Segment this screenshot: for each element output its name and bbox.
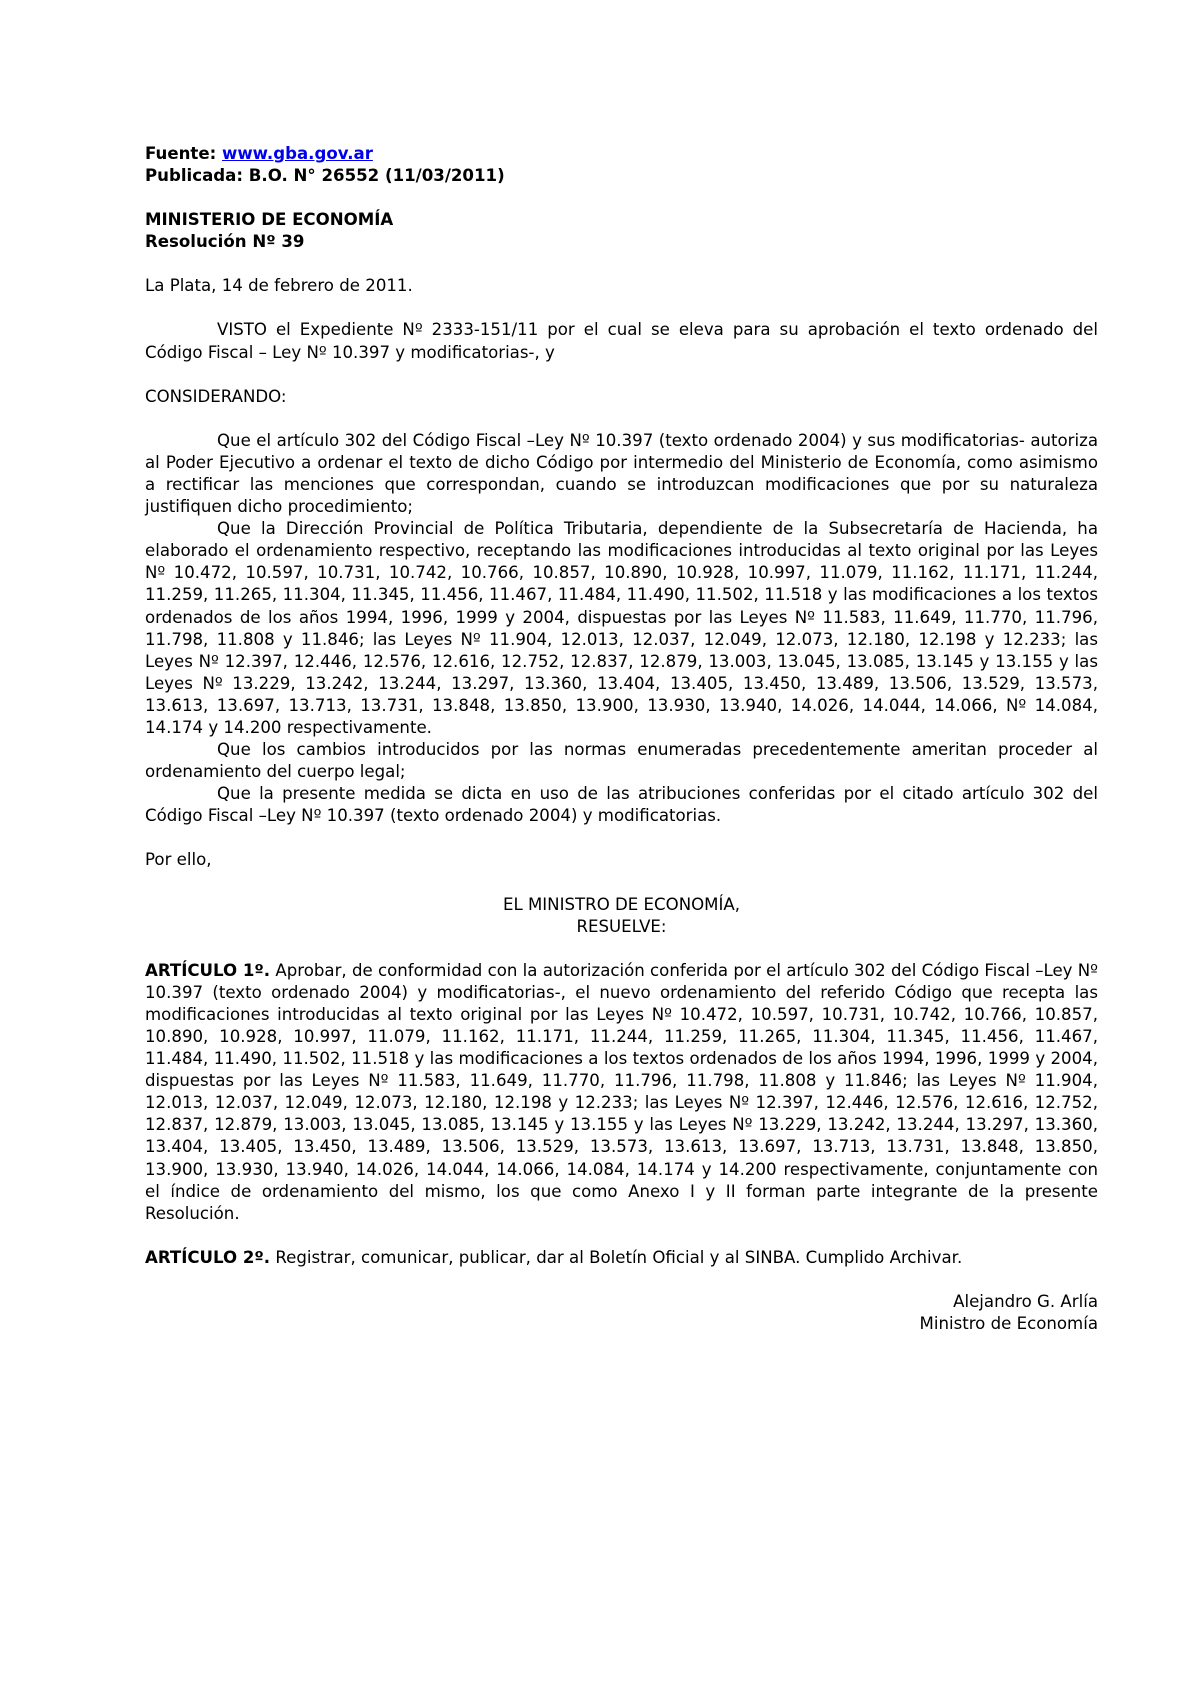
article-1-label: ARTÍCULO 1º. <box>145 960 271 980</box>
considerando-paragraph: Que el artículo 302 del Código Fiscal –Ley Nº 10.397 (texto ordenado 2004) y sus modificatorias- autoriza al Poder Ejecutivo a ordenar el texto de dicho Código por intermedio del Ministerio de Economía, como asimismo a rectificar las menciones que correspondan, cuando se introduzcan modificaciones que por su naturaleza justifiquen dicho procedimiento; <box>145 430 1098 517</box>
document-page <box>145 143 1098 1335</box>
article-1-text: Aprobar, de conformidad con la autorización conferida por el artículo 302 del Código Fiscal –Ley Nº 10.397 (texto ordenado 2004) y modificatorias-, el nuevo ordenamiento del referido Código que recepta las modificaciones introducidas al texto original por las Leyes Nº 10.472, 10.597, 10.731, 10.742, 10.766, 10.857, 10.890, 10.928, 10.997, 11.079, 11.162, 11.171, 11.244, 11.259, 11.265, 11.304, 11.345, 11.456, 11.467, 11.484, 11.490, 11.502, 11.518 y las modificaciones a los textos ordenados de los años 1994, 1996, 1999 y 2004, dispuestas por las Leyes Nº 11.583, 11.649, 11.770, 11.796, 11.798, 11.808 y 11.846; las Leyes Nº 11.904, 12.013, 12.037, 12.049, 12.073, 12.180, 12.198 y 12.233; las Leyes Nº 12.397, 12.446, 12.576, 12.616, 12.752, 12.837, 12.879, 13.003, 13.045, 13.085, 13.145 y 13.155 y las Leyes Nº 13.229, 13.242, 13.244, 13.297, 13.360, 13.404, 13.405, 13.450, 13.489, 13.506, 13.529, 13.573, 13.613, 13.697, 13.713, 13.731, 13.848, 13.850, 13.900, 13.930, 13.940, 14.026, 14.044, 14.066, 14.084, 14.174 y 14.200 respectivamente, conjuntamente con el índice de ordenamiento del mismo, los que como Anexo I y II forman parte integrante de la presente Resolución. <box>145 960 1098 1223</box>
visto-paragraph: VISTO el Expediente Nº 2333-151/11 por el cual se eleva para su aprobación el texto ordenado del Código Fiscal – Ley Nº 10.397 y modificatorias-, y <box>145 320 1098 362</box>
article-2-text: Registrar, comunicar, publicar, dar al Boletín Oficial y al SINBA. Cumplido Archivar. <box>270 1247 963 1267</box>
article-2 <box>145 1247 1098 1269</box>
signature-title: Ministro de Economía <box>919 1314 1098 1334</box>
considerando-paragraph: Que los cambios introducidos por las normas enumeradas precedentemente ameritan proceder al ordenamiento del cuerpo legal; <box>145 740 1098 782</box>
publication-line: Publicada: B.O. N° 26552 (11/03/2011) <box>145 166 505 186</box>
authority-line: EL MINISTRO DE ECONOMÍA, <box>502 894 741 914</box>
source-line <box>145 143 1098 165</box>
por-ello: Por ello, <box>145 850 212 870</box>
resolution-number: Resolución Nº 39 <box>145 232 305 252</box>
source-label: Fuente: <box>145 144 217 163</box>
resolve-line: RESUELVE: <box>576 916 667 936</box>
ministry-heading: MINISTERIO DE ECONOMÍA <box>145 210 394 230</box>
source-link[interactable]: www.gba.gov.ar <box>222 144 373 163</box>
article-2-label: ARTÍCULO 2º. <box>145 1247 271 1267</box>
considerando-paragraph: Que la presente medida se dicta en uso de las atribuciones conferidas por el citado artículo 302 del Código Fiscal –Ley Nº 10.397 (texto ordenado 2004) y modificatorias. <box>145 784 1098 826</box>
date-line: La Plata, 14 de febrero de 2011. <box>145 276 413 296</box>
signature-name: Alejandro G. Arlía <box>953 1291 1098 1311</box>
article-1 <box>145 960 1098 1225</box>
considerando-heading: CONSIDERANDO: <box>145 386 287 406</box>
considerando-paragraph: Que la Dirección Provincial de Política Tributaria, dependiente de la Subsecretaría de Hacienda, ha elaborado el ordenamiento respectivo, receptando las modificaciones introducidas al texto original por las Leyes Nº 10.472, 10.597, 10.731, 10.742, 10.766, 10.857, 10.890, 10.928, 10.997, 11.079, 11.162, 11.171, 11.244, 11.259, 11.265, 11.304, 11.345, 11.456, 11.467, 11.484, 11.490, 11.502, 11.518 y las modificaciones a los textos ordenados de los años 1994, 1996, 1999 y 2004, dispuestas por las Leyes Nº 11.583, 11.649, 11.770, 11.796, 11.798, 11.808 y 11.846; las Leyes Nº 11.904, 12.013, 12.037, 12.049, 12.073, 12.180, 12.198 y 12.233; las Leyes Nº 12.397, 12.446, 12.576, 12.616, 12.752, 12.837, 12.879, 13.003, 13.045, 13.085, 13.145 y 13.155 y las Leyes Nº 13.229, 13.242, 13.244, 13.297, 13.360, 13.404, 13.405, 13.450, 13.489, 13.506, 13.529, 13.573, 13.613, 13.697, 13.713, 13.731, 13.848, 13.850, 13.900, 13.930, 13.940, 14.026, 14.044, 14.066, Nº 14.084, 14.174 y 14.200 respectivamente. <box>145 519 1098 737</box>
